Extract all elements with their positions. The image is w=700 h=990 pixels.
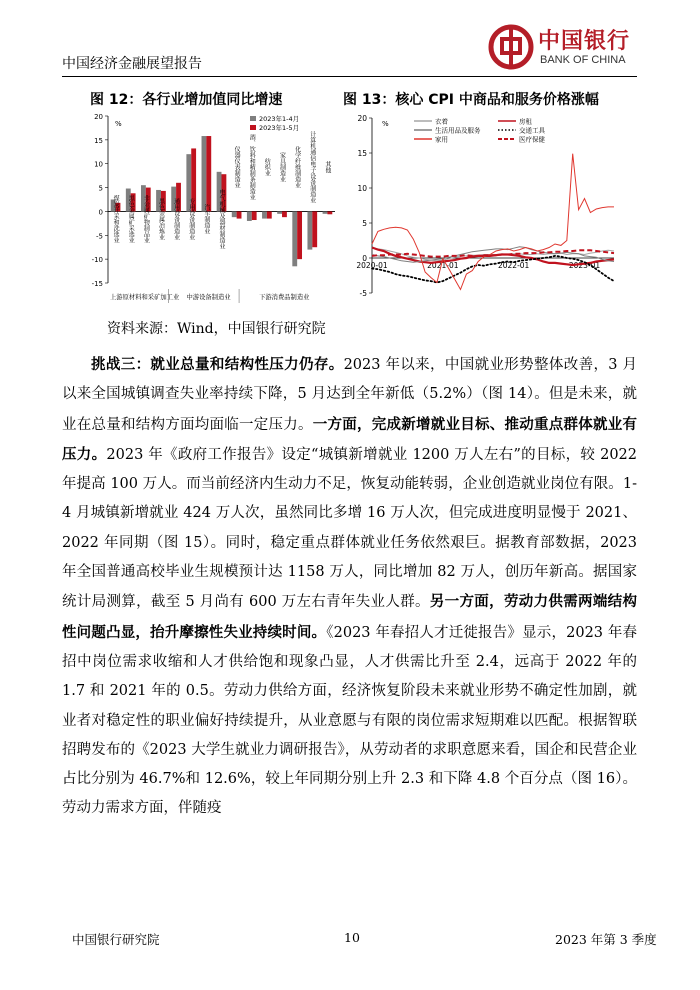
x-tick-label: 2023-01 <box>568 261 601 270</box>
legend-label: 交通工具 <box>519 126 545 135</box>
bar <box>282 211 287 217</box>
industry-growth-bar-chart <box>80 108 342 304</box>
bar <box>252 211 257 220</box>
bar <box>292 211 297 266</box>
category-label: 黑色金属冶炼业 <box>157 198 165 241</box>
report-title: 中国经济金融展望报告 <box>62 56 202 72</box>
legend-label: 房租 <box>519 117 532 126</box>
bold-sentence: 另一方面，劳动力供需两端结构性问题凸显，抬升摩擦性失业持续时间。 <box>62 593 638 641</box>
category-label: 家具制造业 <box>278 152 286 183</box>
bar <box>312 211 317 247</box>
footer-institution: 中国银行研究院 <box>72 932 160 947</box>
bar <box>267 211 272 218</box>
y-tick-label: 5 <box>362 219 367 228</box>
category-label: 其他 <box>323 161 331 174</box>
logo-english-text: BANK OF CHINA <box>540 54 626 66</box>
bar <box>327 211 332 214</box>
y-tick-label: 0 <box>362 254 367 263</box>
category-label: 仪器仪表制造业 <box>233 146 241 189</box>
bar <box>232 211 237 217</box>
group-label: 下游消费品制造业 <box>259 294 310 301</box>
y-tick-label: 5 <box>98 184 103 193</box>
header-rule <box>62 76 637 77</box>
body-text <box>62 350 637 824</box>
y-tick-label: -5 <box>96 232 103 241</box>
page-number: 10 <box>344 930 360 945</box>
core-cpi-line-chart <box>342 108 620 304</box>
bold-sentence: 一方面，完成新增就业目标、推动重点群体就业有压力。 <box>62 415 637 463</box>
category-label: 专用设备制造业 <box>187 198 195 241</box>
y-tick-label: 15 <box>357 149 367 158</box>
y-tick-label: 10 <box>94 160 103 169</box>
logo-chinese-text: 中国银行 <box>538 28 631 54</box>
y-tick-label: 15 <box>94 136 103 145</box>
legend-label: 医疗保健 <box>519 135 545 144</box>
x-tick-label: 2021-01 <box>427 261 459 270</box>
x-tick-label: 2020-01 <box>356 261 388 270</box>
y-tick-label: 20 <box>94 113 103 121</box>
sentence: 2023 年《政府工作报告》设定“城镇新增就业 1200 万人左右”的目标，较 2022 年提高 100 万人。而当前经济内生动力不足，恢复动能转弱，企业创造就业岗位有限。1-4 月城镇新增就业 424 万人次，虽然同比多增 16 万人次，但完成进度明显慢于 2021、2022 年同期（图 15）。同时，稳定重点群体就业任务依然艰巨。据教育部数据，2023 年全国普通高校毕业生规模预计达 1158 万人，同比增加 82 万人，创历年新高。据国家统计局测算，截至 5 月尚有 600 万左右青年失业人群。 <box>62 446 637 611</box>
legend-label: 2023年1-4月 <box>259 115 300 123</box>
bar <box>206 136 211 211</box>
bold-sentence: 挑战三：就业总量和结构性压力仍存。 <box>91 356 344 373</box>
legend-swatch <box>250 125 256 130</box>
bank-logo <box>488 22 638 74</box>
category-label: 化学纤维制造业 <box>293 146 301 189</box>
paragraph <box>62 350 637 824</box>
bar <box>297 211 302 259</box>
figure-13-title: 图 13：核心 CPI 中商品和服务价格涨幅 <box>343 92 599 108</box>
legend-label: 生活用品及服务 <box>435 126 481 135</box>
category-label: 纺织业 <box>263 158 271 177</box>
bar <box>262 211 267 218</box>
category-label: 黑色金属矿采选业 <box>127 195 135 244</box>
legend-label: 衣着 <box>435 117 448 126</box>
y-tick-label: 20 <box>357 114 367 123</box>
y-unit-label: % <box>382 120 389 128</box>
y-tick-label: 0 <box>98 208 103 217</box>
category-label: 非金属矿物制品业 <box>142 195 150 244</box>
bar <box>323 211 328 213</box>
bar <box>307 211 312 249</box>
y-tick-label: -10 <box>91 256 103 265</box>
group-label: 上游原材料和采矿加工业 <box>110 294 180 301</box>
category-label: 酒、饮料和精制茶制造业 <box>248 134 256 201</box>
y-unit-label: % <box>115 120 122 128</box>
y-tick-label: -5 <box>359 289 367 298</box>
y-tick-label: 10 <box>357 184 367 193</box>
category-label: 计算机通信电子设备制造业 <box>308 131 316 204</box>
sentence: 2023 年以来，中国就业形势整体改善，3 月以来全国城镇调查失业率持续下降，5 月达到全年新低（5.2%）（图 14）。但是未来，就业在总量和结构方面均面临一定压力。 <box>62 357 637 433</box>
category-label: 通用设备制造业 <box>172 198 180 241</box>
bar <box>237 211 242 218</box>
bar <box>202 136 207 211</box>
bar <box>247 211 252 221</box>
legend-swatch <box>250 116 256 121</box>
legend-label: 2023年1-5月 <box>259 124 300 132</box>
category-label: 煤炭开采和洗选业 <box>112 195 120 244</box>
x-tick-label: 2022-01 <box>497 261 530 270</box>
bar <box>277 211 282 213</box>
sentence: 《2023 年春招人才迁徙报告》显示，2023 年春招中岗位需求收缩和人才供给饱和现象凸显，人才供需比升至 2.4，远高于 2022 年的 1.7 和 2021 年的 0.5。劳动力供给方面，经济恢复阶段未来就业形势不确定性加剧，就业者对稳定性的职业偏好持续提升，从业意愿与有限的岗位需求短期难以匹配。根据智联招聘发布的《2023 大学生就业力调研报告》，从劳动者的求职意愿来看，国企和民营企业占比分别为 46.7%和 12.6%，较上年同期分别上升 2.3 和下降 4.8 个百分点（图 16）。劳动力需求方面，伴随疫 <box>62 624 637 817</box>
category-label: 汽车制造业 <box>202 204 210 235</box>
legend-label: 家用 <box>435 135 448 144</box>
figure-12-title: 图 12：各行业增加值同比增速 <box>90 92 283 108</box>
footer-period: 2023 年第 3 季度 <box>555 932 657 947</box>
group-label: 中游设备制造业 <box>186 294 231 301</box>
bank-of-china-emblem-icon <box>488 24 534 70</box>
y-tick-label: -15 <box>91 280 103 288</box>
category-label: 电气机械及器材制造业 <box>218 189 225 250</box>
figure-source: 资料来源：Wind，中国银行研究院 <box>107 321 326 337</box>
